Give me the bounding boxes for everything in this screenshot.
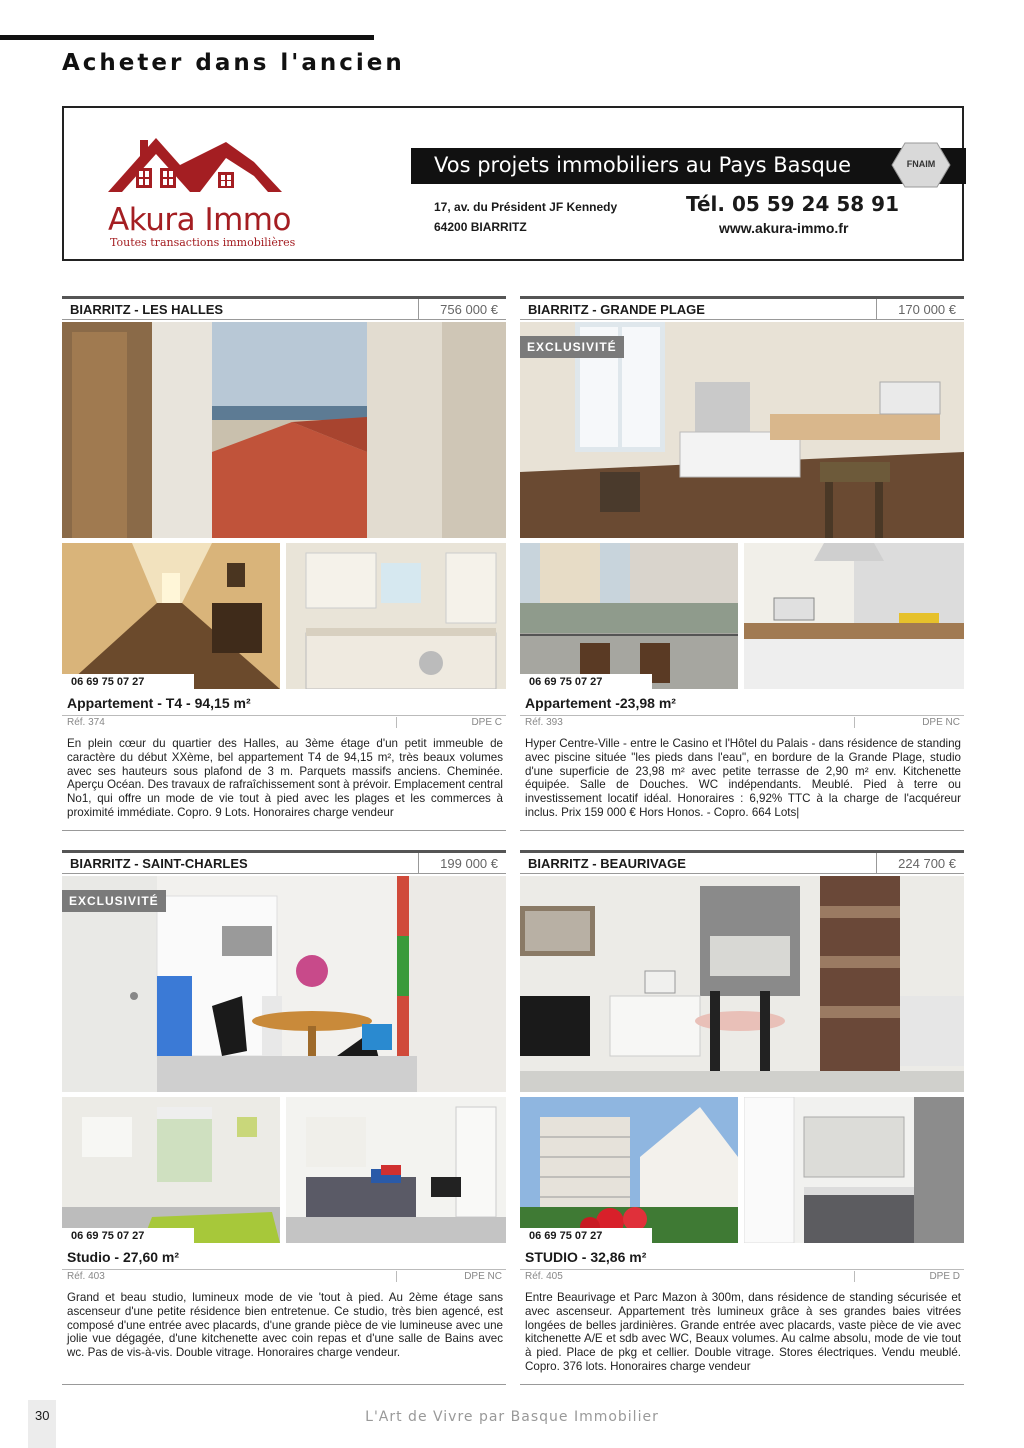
listing-ref: Réf. 393 xyxy=(525,717,563,728)
listing-title: Studio - 27,60 m² xyxy=(67,1249,180,1265)
agency-website[interactable]: www.akura-immo.fr xyxy=(719,220,849,236)
listing-ref-row xyxy=(520,715,964,729)
photo-bathroom[interactable] xyxy=(744,1097,964,1243)
listing-price: 170 000 € xyxy=(876,299,964,319)
agency-name: Akura Immo xyxy=(108,202,291,238)
listing-ref: Réf. 405 xyxy=(525,1271,563,1282)
listing-price: 756 000 € xyxy=(418,299,506,319)
listing-price: 224 700 € xyxy=(876,853,964,873)
address-line-1: 17, av. du Président JF Kennedy xyxy=(434,200,618,214)
fnaim-badge xyxy=(891,142,951,188)
listing-title: Appartement - T4 - 94,15 m² xyxy=(67,695,251,711)
photo-living-sofa[interactable] xyxy=(286,1097,506,1243)
fnaim-label: FNAIM xyxy=(906,159,936,169)
photo-kitchen[interactable] xyxy=(286,543,506,689)
listing-divider xyxy=(520,830,964,831)
listing-description: Grand et beau studio, lumineux mode de vie 'tout à pied. Au 2ème étage sans ascenseur d'une petite résidence bien entretenue. Ce studio, très bien agencé, est composé d'une entrée avec placards, d'une grande pièce de vie lumineuse avec une jolie vue dégagée, d'une kitchenette avec coin repas et d'une salle de Bains avec wc. Pas de vis-à-vis. Double vitrage. Honoraires charge vendeur. xyxy=(67,1291,503,1360)
listing-phone[interactable]: 06 69 75 07 27 xyxy=(520,674,652,690)
listing-dpe: DPE C xyxy=(396,717,506,728)
listing-ref-row xyxy=(520,1269,964,1283)
exclusivity-badge: EXCLUSIVITÉ xyxy=(520,336,624,358)
listing-location: BIARRITZ - GRANDE PLAGE xyxy=(528,302,705,317)
house-logo-icon xyxy=(104,132,286,194)
photo-building-exterior[interactable] xyxy=(520,1097,738,1243)
listing-location: BIARRITZ - SAINT-CHARLES xyxy=(70,856,248,871)
listing-description: Entre Beaurivage et Parc Mazon à 300m, dans résidence de standing sécurisée et avec ascenseur. Appartement très lumineux grâce à ses grandes baies vitrées longées de belles jardinières. Grande entrée avec placards, vaste pièce de vie avec kitchenette A/E et sdb avec WC, Beaux volumes. Au calme absolu, mode de vie tout à pied. Place de pkg et cellier. Double vitrage. Stores électriques. Vendu meublé. Copro. 376 lots. Honoraires charge vendeur xyxy=(525,1291,961,1373)
section-title: Acheter dans l'ancien xyxy=(62,50,405,76)
listing-price: 199 000 € xyxy=(418,853,506,873)
agency-advert xyxy=(62,106,964,261)
listing-dpe: DPE NC xyxy=(396,1271,506,1282)
akura-logo xyxy=(102,132,296,249)
listing-dpe: DPE NC xyxy=(854,717,964,728)
listing-divider xyxy=(62,1384,506,1385)
listing-divider xyxy=(520,1384,964,1385)
listing-header xyxy=(62,850,506,874)
main-photo-window-view[interactable] xyxy=(62,322,506,538)
agency-banner: Vos projets immobiliers au Pays Basque xyxy=(411,148,966,184)
listing-phone[interactable]: 06 69 75 07 27 xyxy=(62,674,194,690)
listing-header xyxy=(520,296,964,320)
photo-balcony[interactable] xyxy=(520,543,738,689)
agency-address xyxy=(434,197,617,237)
listing-header xyxy=(62,296,506,320)
listing-location: BIARRITZ - BEAURIVAGE xyxy=(528,856,686,871)
listing-description: En plein cœur du quartier des Halles, au 3ème étage d'un petit immeuble de caractère du début XXème, bel appartement T4 de 94,15 m², très beaux volumes avec ses hauteurs sous plafond de 3 m. Parquets massifs anciens. Cheminée. Aperçu Océan. Des travaux de rafraîchissement sont à prévoir. Emplacement central No1, qui offre un mode de vie tout à pied avec les plages et les commerces à proximité immédiate. Copro. 9 Lots. Honoraires charge vendeur xyxy=(67,737,503,819)
listing-divider xyxy=(62,830,506,831)
listing-ref-row xyxy=(62,715,506,729)
top-rule xyxy=(0,35,374,40)
agency-phone[interactable]: Tél. 05 59 24 58 91 xyxy=(686,192,899,216)
main-photo-studio-living[interactable] xyxy=(520,876,964,1092)
photo-window-room[interactable] xyxy=(62,1097,280,1243)
listing-ref-row xyxy=(62,1269,506,1283)
agency-tagline: Toutes transactions immobilières xyxy=(110,236,296,249)
listing-phone[interactable]: 06 69 75 07 27 xyxy=(520,1228,652,1244)
listing-ref: Réf. 374 xyxy=(67,717,105,728)
listing-description: Hyper Centre-Ville - entre le Casino et l'Hôtel du Palais - dans résidence de standing avec piscine située "les pieds dans l'eau", en bordure de la Grande Plage, studio d'une superficie de 23,98 m² avec petite terrasse de 2,90 m² env. Kitchenette équipée. Salle de Douches. WC indépendants. Meublé. Pied à terre ou investissement locatif idéal. Honoraires : 6,92% TTC à la charge de l'acquéreur inclus. Prix 159 000 € Hors Honos. - Copro. 664 Lots| xyxy=(525,737,961,819)
listing-ref: Réf. 403 xyxy=(67,1271,105,1282)
address-line-2: 64200 BIARRITZ xyxy=(434,220,527,234)
listing-title: STUDIO - 32,86 m² xyxy=(525,1249,647,1265)
page-number: 30 xyxy=(28,1400,56,1448)
page-footer: L'Art de Vivre par Basque Immobilier xyxy=(365,1409,659,1425)
listing-phone[interactable]: 06 69 75 07 27 xyxy=(62,1228,194,1244)
listing-title: Appartement -23,98 m² xyxy=(525,695,676,711)
listing-location: BIARRITZ - LES HALLES xyxy=(70,302,224,317)
listing-header xyxy=(520,850,964,874)
listing-dpe: DPE D xyxy=(854,1271,964,1282)
photo-hallway[interactable] xyxy=(62,543,280,689)
photo-kitchenette[interactable] xyxy=(744,543,964,689)
exclusivity-badge: EXCLUSIVITÉ xyxy=(62,890,166,912)
